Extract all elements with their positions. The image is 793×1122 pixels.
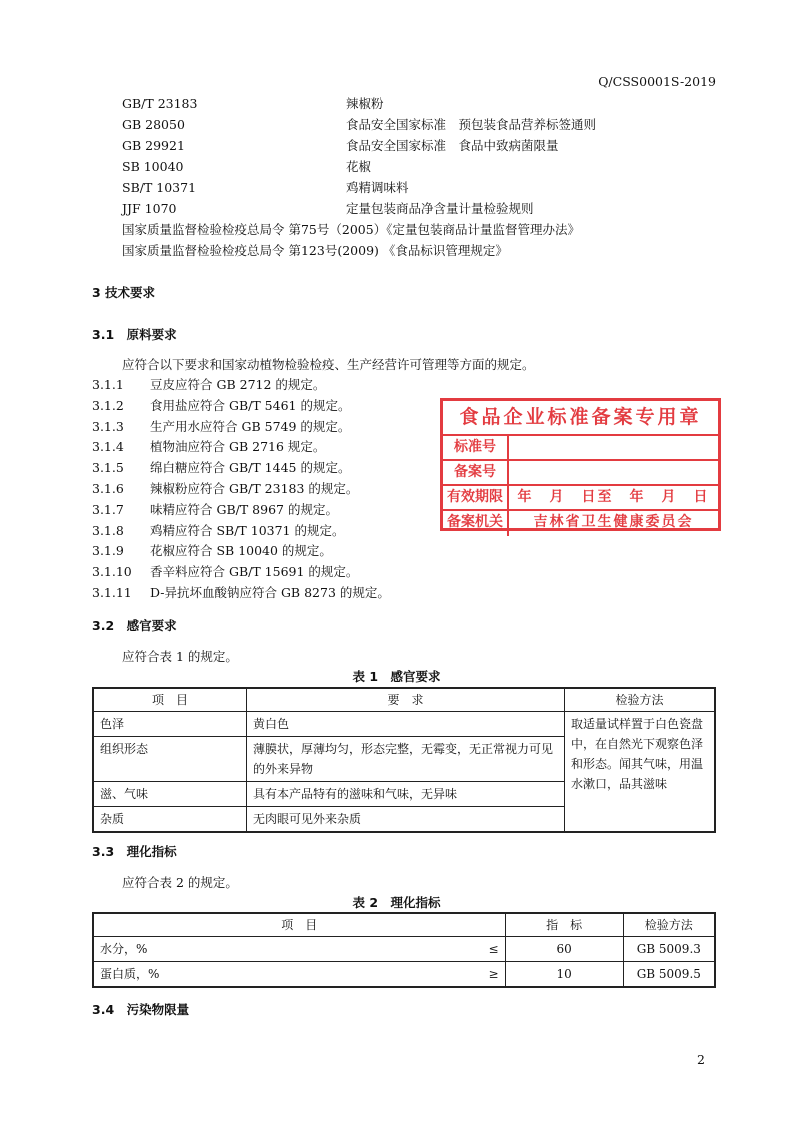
- clause-text: 香辛料应符合 GB/T 15691 的规定。: [150, 564, 359, 580]
- table-row: [93, 962, 715, 988]
- section-3-3-heading: 3.3 理化指标: [92, 844, 177, 859]
- table-1-title: 表 1 感官要求: [352, 669, 441, 684]
- clause-text: 鸡精应符合 SB/T 10371 的规定。: [150, 522, 345, 538]
- col-header: 指 标: [505, 913, 623, 937]
- section-3-heading: 3 技术要求: [92, 285, 156, 300]
- section-3-2-intro: 应符合表 1 的规定。: [122, 649, 238, 664]
- cell: 杂质: [93, 807, 247, 833]
- stamp-std-label: 标准号: [443, 436, 509, 459]
- clause-number: 3.1.2: [92, 397, 124, 413]
- cell: GB 5009.5: [623, 962, 715, 988]
- reference-code: GB 28050: [122, 117, 185, 132]
- reference-code: SB/T 10371: [122, 180, 197, 195]
- regulation-order: 国家质量监督检验检疫总局令 第123号(2009) 《食品标识管理规定》: [122, 243, 508, 258]
- stamp-org-label: 备案机关: [443, 511, 509, 536]
- clause-number: 3.1.4: [92, 439, 124, 455]
- col-header: 要 求: [247, 688, 565, 712]
- section-3-3-intro: 应符合表 2 的规定。: [122, 875, 238, 890]
- col-header: 项 目: [93, 688, 247, 712]
- clause-number: 3.1.3: [92, 418, 124, 434]
- cell: 水分，%: [93, 937, 473, 962]
- stamp-title: 食品企业标准备案专用章: [443, 401, 718, 436]
- doc-code: Q/CSS0001S-2019: [598, 74, 716, 89]
- clause-text: 食用盐应符合 GB/T 5461 的规定。: [150, 397, 351, 413]
- reference-code: GB 29921: [122, 138, 185, 153]
- reference-title: 花椒: [346, 159, 372, 174]
- cell: 蛋白质，%: [93, 962, 473, 988]
- reference-code: JJF 1070: [122, 201, 177, 216]
- section-3-2-heading: 3.2 感官要求: [92, 618, 177, 633]
- cell: 色泽: [93, 712, 247, 737]
- clause-number: 3.1.8: [92, 522, 124, 538]
- clause-number: 3.1.7: [92, 501, 124, 517]
- clause-text: D-异抗坏血酸钠应符合 GB 8273 的规定。: [150, 585, 390, 600]
- clause-text: 绵白糖应符合 GB/T 1445 的规定。: [150, 460, 351, 476]
- cell: ≥: [473, 962, 506, 988]
- stamp-org-value: 吉林省卫生健康委员会: [533, 514, 694, 530]
- clause-text: 植物油应符合 GB 2716 规定。: [150, 439, 326, 455]
- stamp-rec-label: 备案号: [443, 461, 509, 484]
- clause-number: 3.1.5: [92, 460, 124, 476]
- clause-text: 辣椒粉应符合 GB/T 23183 的规定。: [150, 481, 359, 496]
- reference-title: 鸡精调味料: [346, 180, 409, 195]
- col-header: 项 目: [93, 913, 505, 937]
- stamp-valid-label: 有效期限: [443, 486, 509, 509]
- page-number: 2: [697, 1052, 705, 1067]
- cell: 无肉眼可见外来杂质: [247, 807, 565, 833]
- section-3-4-heading: 3.4 污染物限量: [92, 1002, 190, 1017]
- reference-code: GB/T 23183: [122, 96, 198, 111]
- clause-number: 3.1.10: [92, 564, 132, 580]
- clause-number: 3.1.11: [92, 585, 132, 600]
- stamp-valid-value: 年 月 日至 年 月 日: [517, 489, 710, 505]
- clause-number: 3.1.6: [92, 481, 124, 496]
- reference-title: 食品安全国家标准 预包装食品营养标签通则: [346, 117, 597, 132]
- cell: 60: [505, 937, 623, 962]
- section-3-1-intro: 应符合以下要求和国家动植物检验检疫、生产经营许可管理等方面的规定。: [122, 357, 535, 372]
- clause-number: 3.1.1: [92, 377, 124, 392]
- reference-code: SB 10040: [122, 159, 184, 174]
- clause-text: 味精应符合 GB/T 8967 的规定。: [150, 501, 338, 517]
- cell: 黄白色: [247, 712, 565, 737]
- clause-text: 花椒应符合 SB 10040 的规定。: [150, 543, 332, 559]
- table-row: [93, 712, 715, 737]
- col-header: 检验方法: [623, 913, 715, 937]
- clause-text: 豆皮应符合 GB 2712 的规定。: [150, 377, 326, 392]
- cell: 薄膜状，厚薄均匀，形态完整，无霉变，无正常视力可见的外来异物: [247, 737, 565, 782]
- clause-text: 生产用水应符合 GB 5749 的规定。: [150, 418, 351, 434]
- cell: ≤: [473, 937, 506, 962]
- col-header: 检验方法: [565, 688, 716, 712]
- cell: GB 5009.3: [623, 937, 715, 962]
- reference-title: 食品安全国家标准 食品中致病菌限量: [346, 138, 559, 153]
- table-2-title: 表 2 理化指标: [352, 895, 441, 910]
- regulation-order: 国家质量监督检验检疫总局令 第75号（2005）《定量包装商品计量监督管理办法》: [122, 222, 580, 237]
- method-cell: 取适量试样置于白色瓷盘中，在自然光下观察色泽和形态。闻其气味，用温水漱口，品其滋味: [565, 712, 716, 833]
- cell: 组织形态: [93, 737, 247, 782]
- cell: 滋、气味: [93, 782, 247, 807]
- filing-stamp: [440, 398, 721, 531]
- clause-number: 3.1.9: [92, 543, 124, 559]
- sensory-table: [92, 687, 716, 833]
- section-3-1-heading: 3.1 原料要求: [92, 327, 177, 342]
- reference-title: 辣椒粉: [346, 96, 384, 111]
- reference-title: 定量包装商品净含量计量检验规则: [346, 201, 534, 216]
- cell: 具有本产品特有的滋味和气味，无异味: [247, 782, 565, 807]
- physchem-table: [92, 912, 716, 988]
- cell: 10: [505, 962, 623, 988]
- table-row: [93, 937, 715, 962]
